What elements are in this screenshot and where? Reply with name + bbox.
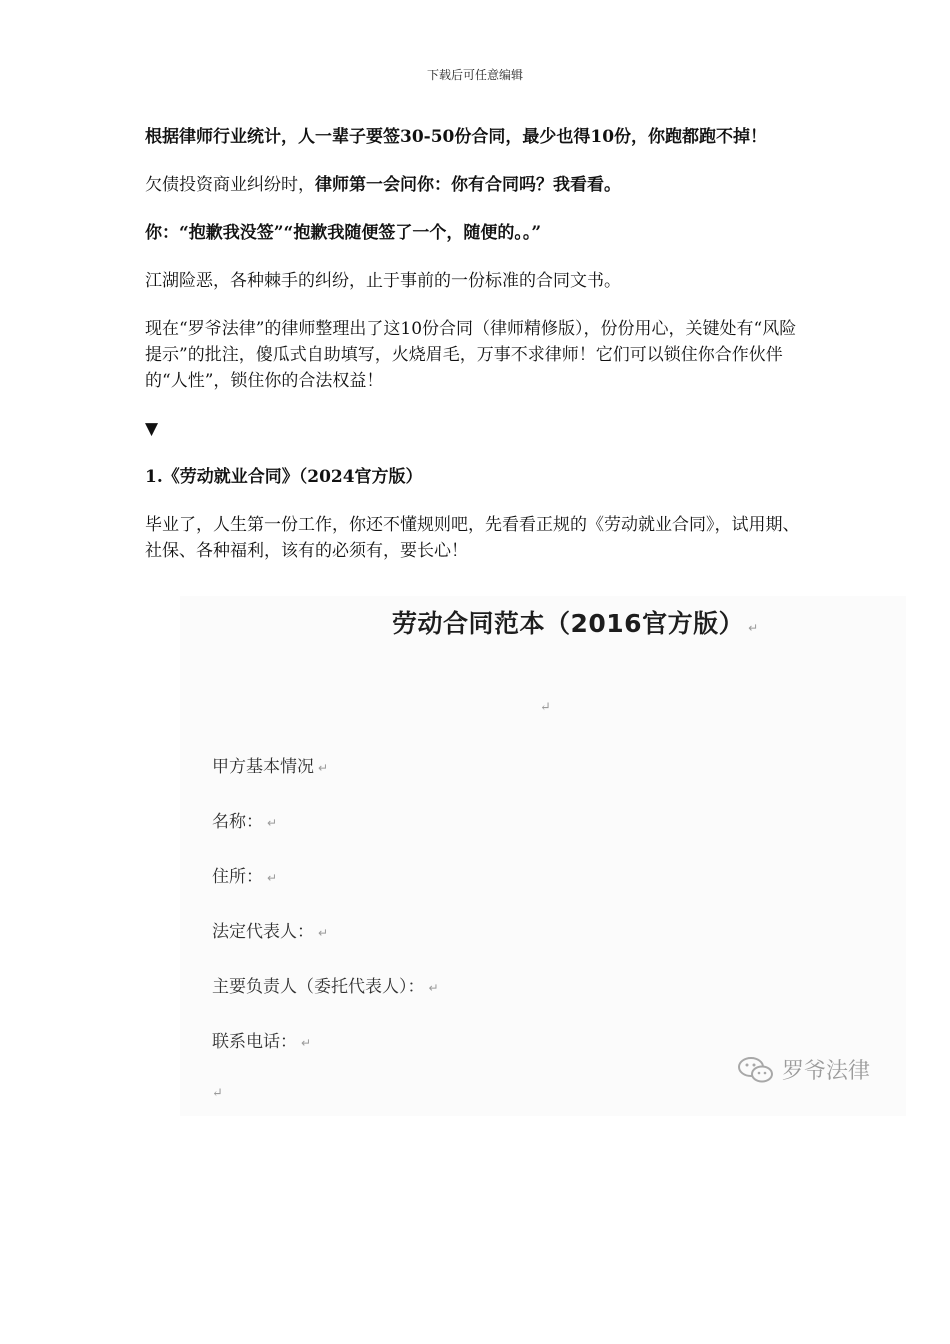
section-title: 1.《劳动就业合同》（2024官方版） [145, 467, 423, 487]
page-header: 下载后可任意编辑 [426, 68, 523, 82]
field-legal-rep [212, 917, 328, 942]
contract-sample-image [180, 596, 906, 1116]
watermark-text: 罗爷法律 [782, 1059, 871, 1084]
answer-paragraph: 你：“抱歉我没签”“抱歉我随便签了一个，随便的。。” [145, 223, 542, 243]
image-title [392, 604, 759, 640]
paragraph-mark-icon: ↵ [318, 926, 329, 940]
field-label: 住所： [212, 867, 263, 887]
watermark [736, 1054, 870, 1085]
question-bold: 律师第一会问你：你有合同吗？我看看。 [315, 175, 621, 195]
intro-paragraph: 根据律师行业统计，人一辈子要签30-50份合同，最少也得10份，你跑都跑不掉！ [145, 127, 768, 147]
paragraph-mark-icon: ↵ [318, 761, 329, 775]
section-body: 毕业了，人生第一份工作，你还不懂规则吧，先看看正规的《劳动就业合同》，试用期、社保、各种福利，该有的必须有，要长心！ [145, 515, 800, 561]
field-label: 法定代表人： [212, 922, 314, 942]
paragraph-mark-icon: ↵ [748, 621, 759, 635]
description-paragraph: 现在“罗爷法律”的律师整理出了这10份合同（律师精修版），份份用心，关键处有“风险提示”的批注，傻瓜式自助填写，火烧眉毛，万事不求律师！它们可以锁住你合作伙伴的“人性”，锁住你的合法权益！ [145, 319, 797, 391]
field-label: 联系电话： [212, 1032, 297, 1052]
paragraph-mark-icon: ↵ [540, 700, 551, 715]
paragraph-mark-icon: ↵ [428, 981, 439, 995]
document-body [145, 124, 805, 586]
paragraph-mark-icon: ↵ [301, 1036, 312, 1050]
paragraph-mark-icon: ↵ [212, 1086, 223, 1101]
field-phone [212, 1027, 311, 1052]
warning-paragraph: 江湖险恶，各种棘手的纠纷，止于事前的一份标准的合同文书。 [145, 271, 621, 291]
field-name [212, 807, 277, 832]
question-lead: 欠债投资商业纠纷时， [145, 175, 315, 195]
question-paragraph [145, 172, 805, 198]
field-address [212, 862, 277, 887]
image-title-text: 劳动合同范本（2016官方版） [392, 609, 745, 638]
wechat-icon [736, 1055, 776, 1085]
paragraph-mark-icon: ↵ [267, 816, 278, 830]
down-arrow-icon: ▼ [145, 419, 159, 439]
field-principal [212, 972, 439, 997]
field-label: 名称： [212, 812, 263, 832]
field-label: 甲方基本情况 [212, 757, 314, 777]
field-label: 主要负责人（委托代表人）： [212, 977, 425, 997]
field-party-a [212, 752, 328, 777]
paragraph-mark-icon: ↵ [267, 871, 278, 885]
